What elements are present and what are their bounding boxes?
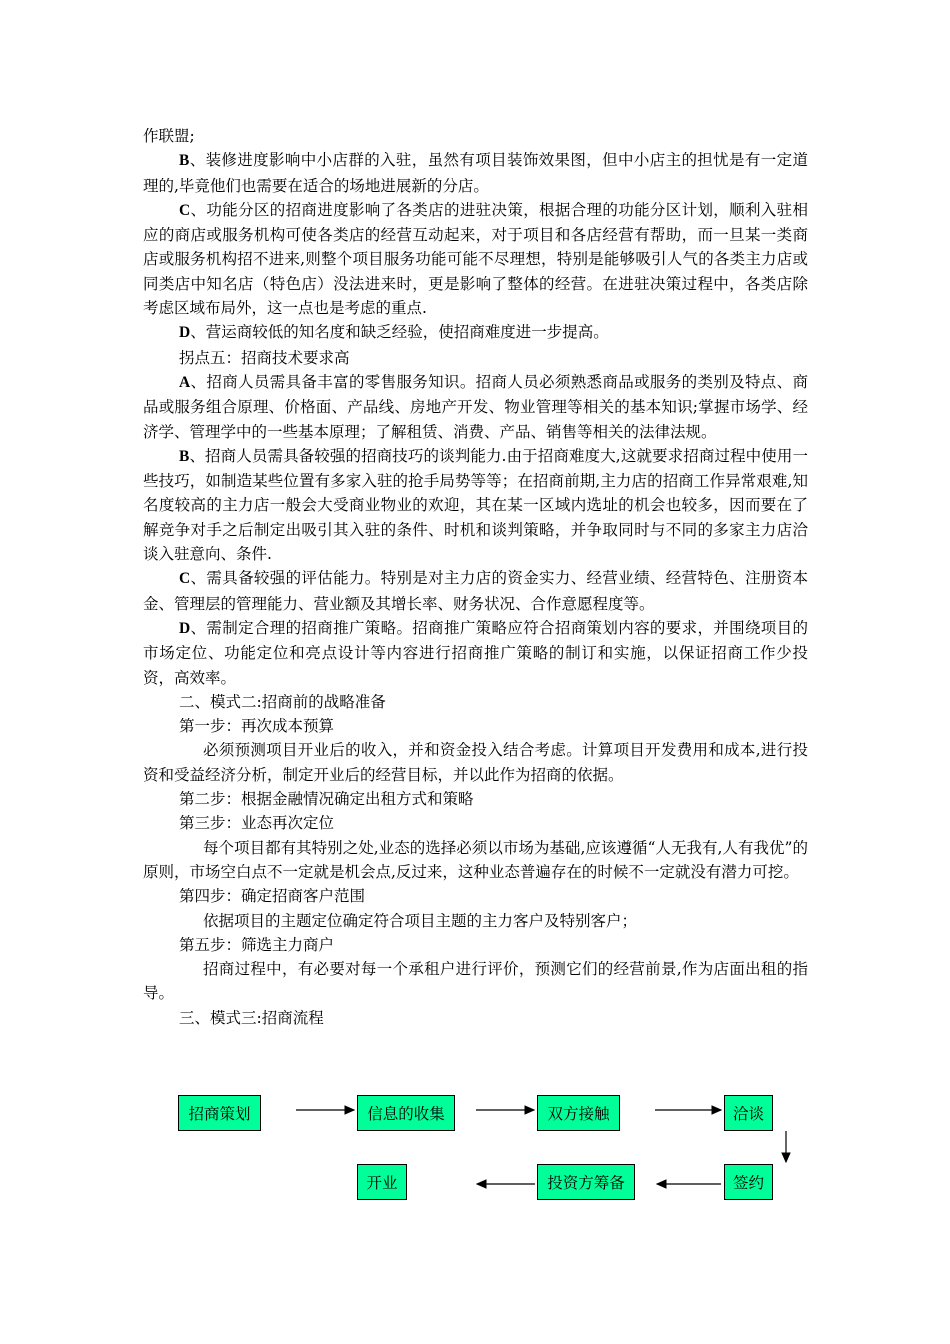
paragraph-text: 第二步：根据金融情况确定出租方式和策略 [179,790,474,809]
paragraph-lead: C [179,201,191,219]
paragraph [143,909,808,933]
paragraph-lead: B [179,152,190,170]
paragraph-lead: D [179,619,191,637]
paragraph-lead: B [179,447,190,465]
paragraph [143,957,808,1006]
paragraph-text: 招商过程中，有必要对每一个承租户进行评价，预测它们的经营前景,作为店面出租的指导。 [143,960,808,1003]
paragraph [143,148,808,198]
paragraph-text: 、需具备较强的评估能力。特别是对主力店的资金实力、经营业绩、经营特色、注册资本金、管理层的管理能力、营业额及其增长率、财务状况、合作意愿程度等。 [143,569,808,613]
paragraph-text: 第五步：筛选主力商户 [179,935,335,954]
paragraph [143,836,808,885]
paragraph [143,787,808,811]
flow-step-open: 开业 [357,1164,407,1200]
paragraph [143,1006,808,1030]
paragraph [143,714,808,738]
paragraph [143,616,808,690]
flow-step-negotiate: 洽谈 [724,1095,773,1131]
paragraph [143,566,808,616]
paragraph-text: 、需制定合理的招商推广策略。招商推广策略应符合招商策划内容的要求，并围绕项目的市场定位、功能定位和亮点设计等内容进行招商推广策略的制订和实施，以保证招商工作少投资，高效率。 [143,618,808,687]
paragraph-text: 第三步：业态再次定位 [179,814,335,833]
paragraph-lead: A [179,373,191,391]
paragraph [143,444,808,566]
paragraph-text: 三、模式三:招商流程 [179,1008,324,1027]
paragraph-text: 、营运商较低的知名度和缺乏经验，使招商难度进一步提高。 [190,323,609,342]
paragraph-text: 、招商人员需具备丰富的零售服务知识。招商人员必须熟悉商品或服务的类别及特点、商品或服务组合原理、价格面、产品线、房地产开发、物业管理等相关的基本知识;掌握市场学、经济学、管理学中的一些基本原理；了解租赁、消费、产品、销售等相关的法律法规。 [143,372,808,441]
paragraph [143,346,808,370]
paragraph-text: 必须预测项目开业后的收入，并和资金投入结合考虑。计算项目开发费用和成本,进行投资和受益经济分析，制定开业后的经营目标，并以此作为招商的依据。 [143,741,808,784]
paragraph [143,884,808,908]
paragraph-text: 依据项目的主题定位确定符合项目主题的主力客户及特别客户； [203,911,638,930]
flow-step-sign: 签约 [724,1164,773,1200]
paragraph-text: 、装修进度影响中小店群的入驻，虽然有项目装饰效果图，但中小店主的担忧是有一定道理的,毕竟他们也需要在适合的场地进展新的分店。 [143,151,808,195]
paragraph [143,933,808,957]
document-body [143,124,808,1030]
paragraph [143,738,808,787]
paragraph-text: 第一步：再次成本预算 [179,717,335,736]
paragraph-text: 、招商人员需具备较强的招商技巧的谈判能力.由于招商难度大,这就要求招商过程中使用一些技巧，如制造某些位置有多家入驻的抢手局势等等；在招商前期,主力店的招商工作异常艰难,知名度较高的主力店一般会大受商业物业的欢迎，其在某一区域内选址的机会也较多，因而要在了解竞争对手之后制定出吸引其入驻的条件、时机和谈判策略，并争取同时与不同的多家主力店洽谈入驻意向、条件. [143,446,808,564]
paragraph [143,198,808,320]
flow-step-info-collect: 信息的收集 [357,1095,455,1131]
paragraph [143,124,808,148]
paragraph [143,811,808,835]
paragraph-text: 二、模式二:招商前的战略准备 [179,692,386,711]
paragraph [143,370,808,444]
paragraph-text: 作联盟; [143,127,195,145]
paragraph-text: 每个项目都有其特别之处,业态的选择必须以市场为基础,应该遵循“人无我有,人有我优”的原则，市场空白点不一定就是机会点,反过来，这种业态普遍存在的时候不一定就没有潜力可挖。 [143,838,808,881]
flow-step-plan: 招商策划 [178,1095,261,1131]
paragraph-lead: C [179,570,191,588]
paragraph-lead: D [179,324,191,342]
paragraph [143,320,808,345]
flow-step-contact: 双方接触 [537,1095,620,1131]
paragraph-text: 、功能分区的招商进度影响了各类店的进驻决策，根据合理的功能分区计划，顺利入驻相应的商店或服务机构可使各类店的经营互动起来，对于项目和各店经营有帮助，而一旦某一类商店或服务机构招不进来,则整个项目服务功能可能不尽理想，特别是能够吸引人气的各类主力店或同类店中知名店（特色店）没法进来时，更是影响了整体的经营。在进驻决策过程中，各类店除考虑区域布局外，这一点也是考虑的重点. [143,200,808,318]
paragraph-text: 拐点五：招商技术要求高 [179,348,350,367]
flow-step-investor-prep: 投资方筹备 [537,1164,635,1200]
paragraph [143,690,808,714]
paragraph-text: 第四步：确定招商客户范围 [179,887,366,906]
